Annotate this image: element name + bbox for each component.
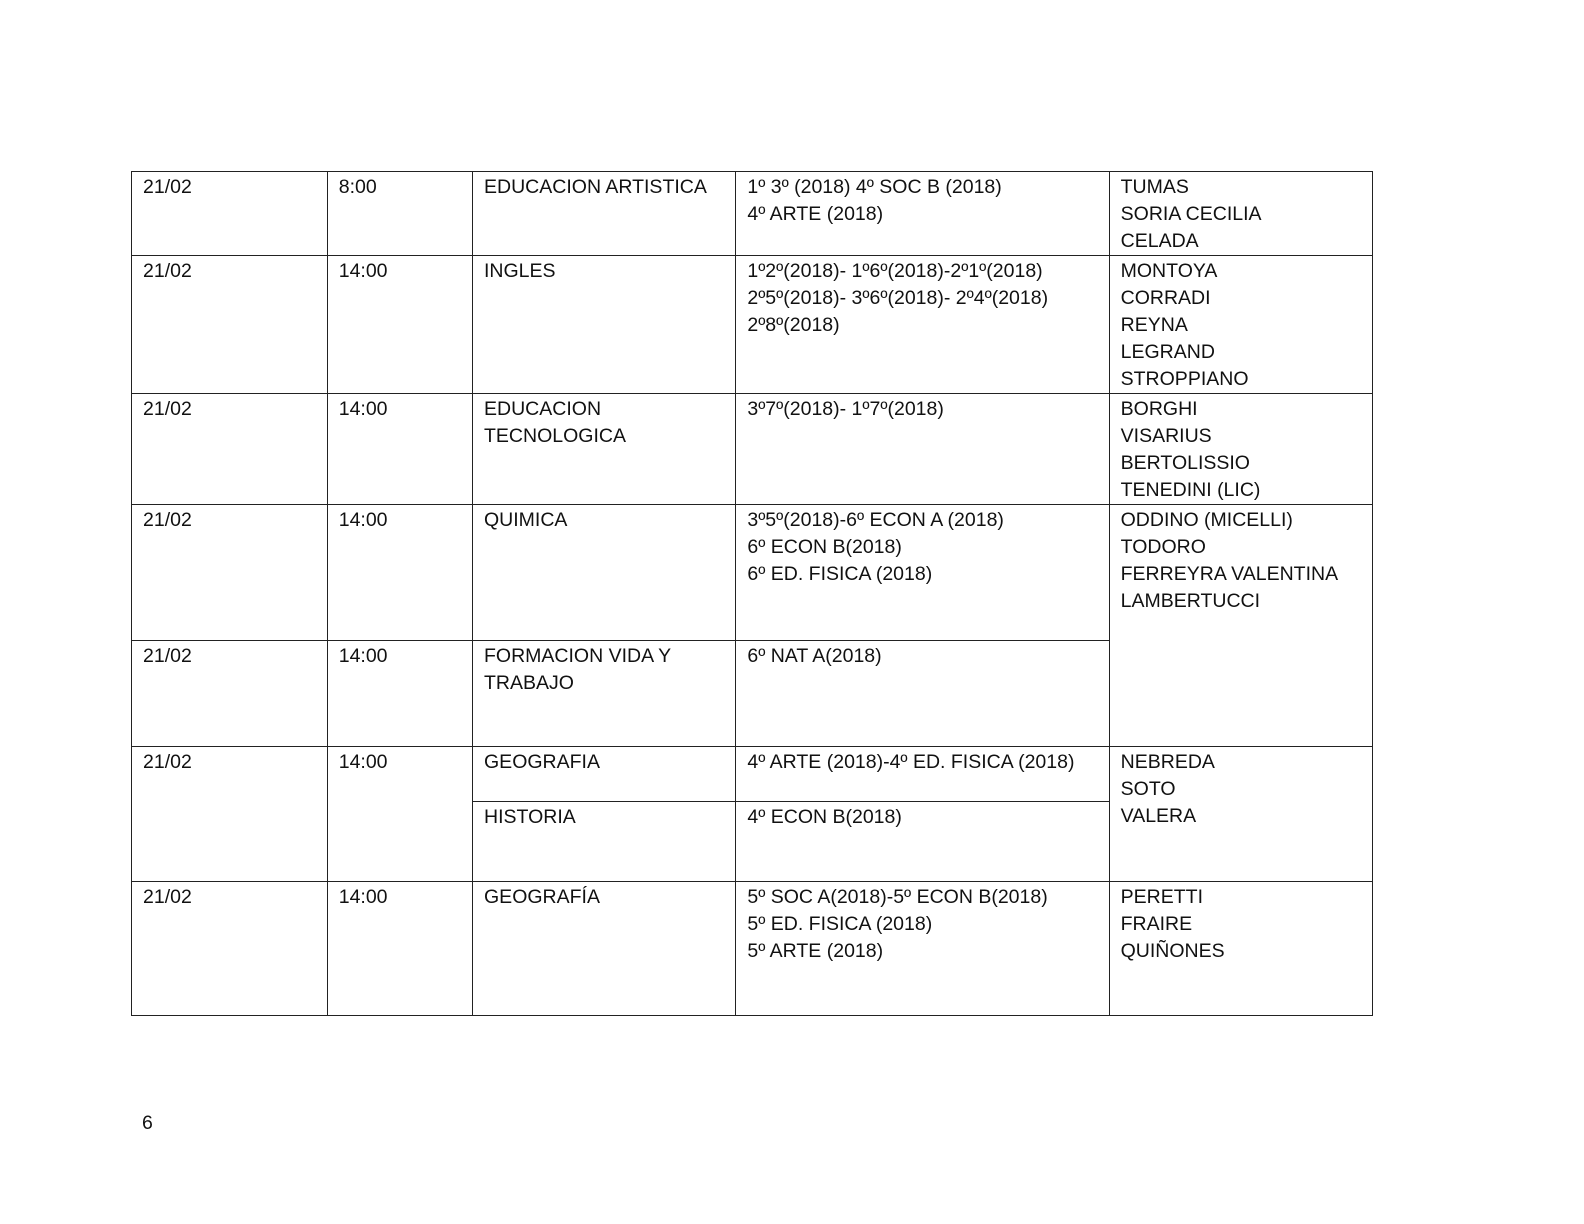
teachers-cell: TUMAS SORIA CECILIA CELADA (1109, 172, 1372, 256)
courses-cell: 1º2º(2018)- 1º6º(2018)-2º1º(2018) 2º5º(2018)- 3º6º(2018)- 2º4º(2018) 2º8º(2018) (736, 256, 1109, 394)
teachers-cell: MONTOYA CORRADI REYNA LEGRAND STROPPIANO (1109, 256, 1372, 394)
time-cell: 14:00 (327, 256, 472, 394)
teachers-cell: NEBREDA SOTO VALERA (1109, 747, 1372, 882)
table-row (132, 747, 1373, 802)
courses-cell: 4º ECON B(2018) (736, 802, 1109, 882)
table-row (132, 505, 1373, 641)
time-cell: 8:00 (327, 172, 472, 256)
date-cell: 21/02 (132, 172, 328, 256)
time-cell: 14:00 (327, 747, 472, 882)
courses-cell: 3º5º(2018)-6º ECON A (2018) 6º ECON B(2018) 6º ED. FISICA (2018) (736, 505, 1109, 641)
date-cell: 21/02 (132, 641, 328, 747)
table-row (132, 882, 1373, 1016)
subject-cell: GEOGRAFÍA (473, 882, 736, 1016)
courses-cell: 5º SOC A(2018)-5º ECON B(2018) 5º ED. FISICA (2018) 5º ARTE (2018) (736, 882, 1109, 1016)
page-number: 6 (142, 1112, 153, 1134)
subject-cell: FORMACION VIDA Y TRABAJO (473, 641, 736, 747)
courses-cell: 1º 3º (2018) 4º SOC B (2018) 4º ARTE (2018) (736, 172, 1109, 256)
subject-cell: EDUCACION TECNOLOGICA (473, 394, 736, 505)
subject-cell: EDUCACION ARTISTICA (473, 172, 736, 256)
teachers-cell: PERETTI FRAIRE QUIÑONES (1109, 882, 1372, 1016)
time-cell: 14:00 (327, 641, 472, 747)
teachers-cell: BORGHI VISARIUS BERTOLISSIO TENEDINI (LIC) (1109, 394, 1372, 505)
date-cell: 21/02 (132, 256, 328, 394)
table-row (132, 394, 1373, 505)
courses-cell: 3º7º(2018)- 1º7º(2018) (736, 394, 1109, 505)
courses-cell: 4º ARTE (2018)-4º ED. FISICA (2018) (736, 747, 1109, 802)
date-cell: 21/02 (132, 882, 328, 1016)
date-cell: 21/02 (132, 747, 328, 882)
subject-cell: QUIMICA (473, 505, 736, 641)
subject-cell: HISTORIA (473, 802, 736, 882)
date-cell: 21/02 (132, 394, 328, 505)
courses-cell: 6º NAT A(2018) (736, 641, 1109, 747)
time-cell: 14:00 (327, 394, 472, 505)
table-row (132, 256, 1373, 394)
time-cell: 14:00 (327, 505, 472, 641)
subject-cell: INGLES (473, 256, 736, 394)
subject-cell: GEOGRAFIA (473, 747, 736, 802)
date-cell: 21/02 (132, 505, 328, 641)
time-cell: 14:00 (327, 882, 472, 1016)
teachers-cell: ODDINO (MICELLI) TODORO FERREYRA VALENTINA LAMBERTUCCI (1109, 505, 1372, 747)
table-row (132, 172, 1373, 256)
exam-schedule-table (131, 171, 1373, 1016)
